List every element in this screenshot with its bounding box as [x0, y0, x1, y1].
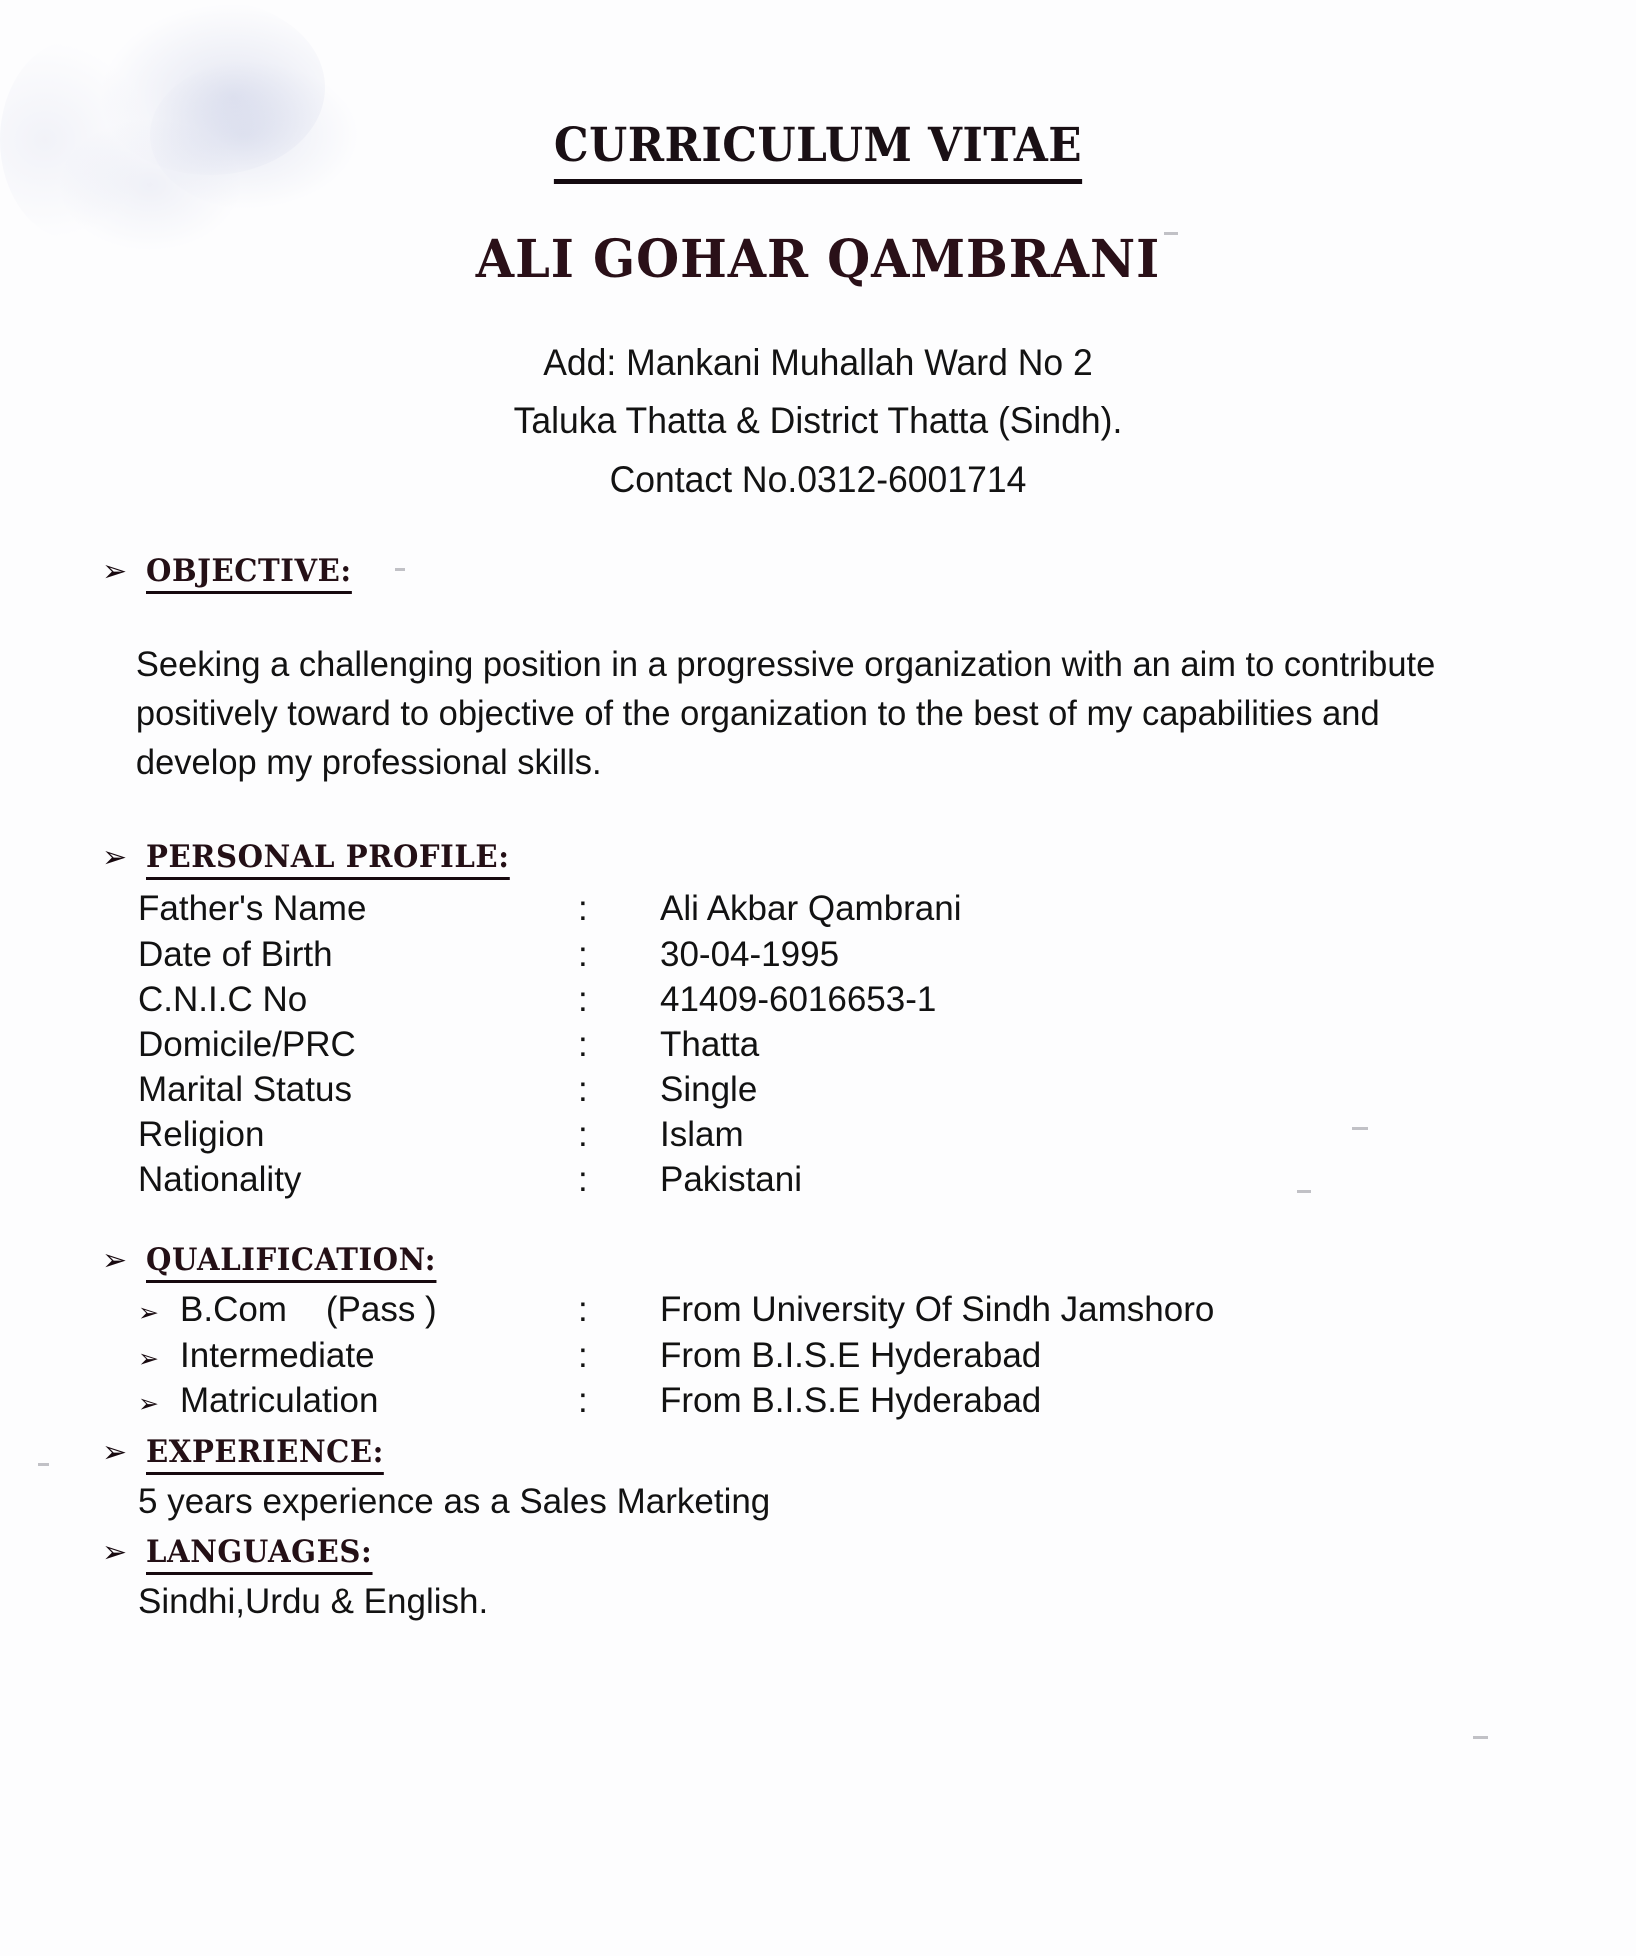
address-line-2: Taluka Thatta & District Thatta (Sindh). [513, 400, 1123, 442]
row-label: B.Com (Pass ) [180, 1290, 437, 1330]
row-label: Religion [138, 1115, 265, 1155]
row-value: From B.I.S.E Hyderabad [660, 1335, 1042, 1375]
section-objective [0, 553, 1636, 787]
table-row [138, 886, 1636, 931]
section-personal-profile [0, 839, 1636, 1202]
row-separator: : [578, 1115, 588, 1155]
row-label: Nationality [138, 1160, 302, 1200]
arrow-bullet-icon: ➢ [138, 1343, 159, 1373]
section-personal-profile-title: PERSONAL PROFILE: [146, 839, 510, 880]
row-value: Single [660, 1069, 758, 1109]
section-experience-title: EXPERIENCE: [146, 1434, 384, 1475]
row-separator: : [578, 1024, 588, 1064]
section-qualification-head [0, 1242, 1636, 1283]
row-separator: : [578, 1290, 588, 1330]
section-objective-title: OBJECTIVE: [146, 553, 352, 594]
section-languages-title: LANGUAGES: [146, 1534, 372, 1575]
languages-text: Sindhi,Urdu & English. [138, 1582, 489, 1622]
arrow-bullet-icon: ➢ [102, 554, 128, 590]
section-qualification [0, 1242, 1636, 1424]
table-row [138, 977, 1636, 1022]
row-value: 41409-6016653-1 [660, 979, 937, 1019]
table-row [138, 1112, 1636, 1157]
row-separator: : [578, 979, 588, 1019]
arrow-bullet-icon: ➢ [102, 1434, 128, 1470]
candidate-name: ALI GOHAR QAMBRANI [475, 229, 1161, 290]
section-qualification-title: QUALIFICATION: [146, 1242, 436, 1283]
experience-text: 5 years experience as a Sales Marketing [138, 1481, 771, 1521]
row-value: Pakistani [660, 1160, 803, 1200]
row-value: Islam [660, 1115, 744, 1155]
arrow-bullet-icon: ➢ [138, 1389, 159, 1419]
table-row [138, 1022, 1636, 1067]
section-objective-head [0, 553, 1636, 594]
section-personal-profile-head [0, 839, 1636, 880]
section-experience-head [0, 1434, 1636, 1475]
table-row [138, 1157, 1636, 1202]
arrow-bullet-icon: ➢ [102, 1243, 128, 1279]
row-label: Intermediate [180, 1335, 375, 1375]
section-experience [0, 1434, 1636, 1525]
row-separator: : [578, 889, 588, 929]
row-label: Date of Birth [138, 934, 333, 974]
row-value: Thatta [660, 1024, 760, 1064]
document-title [57, 0, 1578, 173]
row-label: Matriculation [180, 1381, 379, 1421]
row-value: From B.I.S.E Hyderabad [660, 1381, 1042, 1421]
objective-text: Seeking a challenging position in a progressive organization with an aim to contribute positively toward to objective of the organization to the best of my capabilities and develop my professional skills. [135, 645, 1436, 783]
arrow-bullet-icon: ➢ [102, 1535, 128, 1571]
row-separator: : [578, 1069, 588, 1109]
row-value: From University Of Sindh Jamshoro [660, 1290, 1215, 1330]
qualification-table [0, 1287, 1636, 1424]
row-separator: : [578, 934, 588, 974]
arrow-bullet-icon: ➢ [138, 1298, 159, 1328]
row-separator: : [578, 1160, 588, 1200]
row-label: C.N.I.C No [138, 979, 308, 1019]
table-row [138, 1333, 1636, 1379]
row-value: Ali Akbar Qambrani [660, 889, 962, 929]
personal-profile-table [0, 886, 1636, 1202]
contact-number-line: Contact No.0312-6001714 [609, 458, 1027, 500]
table-row [138, 1378, 1636, 1424]
document-title-text: CURRICULUM VITAE [554, 118, 1082, 184]
section-languages [0, 1534, 1636, 1625]
row-label: Marital Status [138, 1069, 352, 1109]
row-separator: : [578, 1335, 588, 1375]
table-row [138, 932, 1636, 977]
section-languages-head [0, 1534, 1636, 1575]
row-value: 30-04-1995 [660, 934, 840, 974]
arrow-bullet-icon: ➢ [102, 840, 128, 876]
row-label: Father's Name [138, 889, 367, 929]
table-row [138, 1287, 1636, 1333]
address-line-1: Add: Mankani Muhallah Ward No 2 [543, 342, 1093, 383]
row-separator: : [578, 1381, 588, 1421]
table-row [138, 1067, 1636, 1112]
address-block [33, 334, 1604, 509]
row-label: Domicile/PRC [138, 1024, 356, 1064]
